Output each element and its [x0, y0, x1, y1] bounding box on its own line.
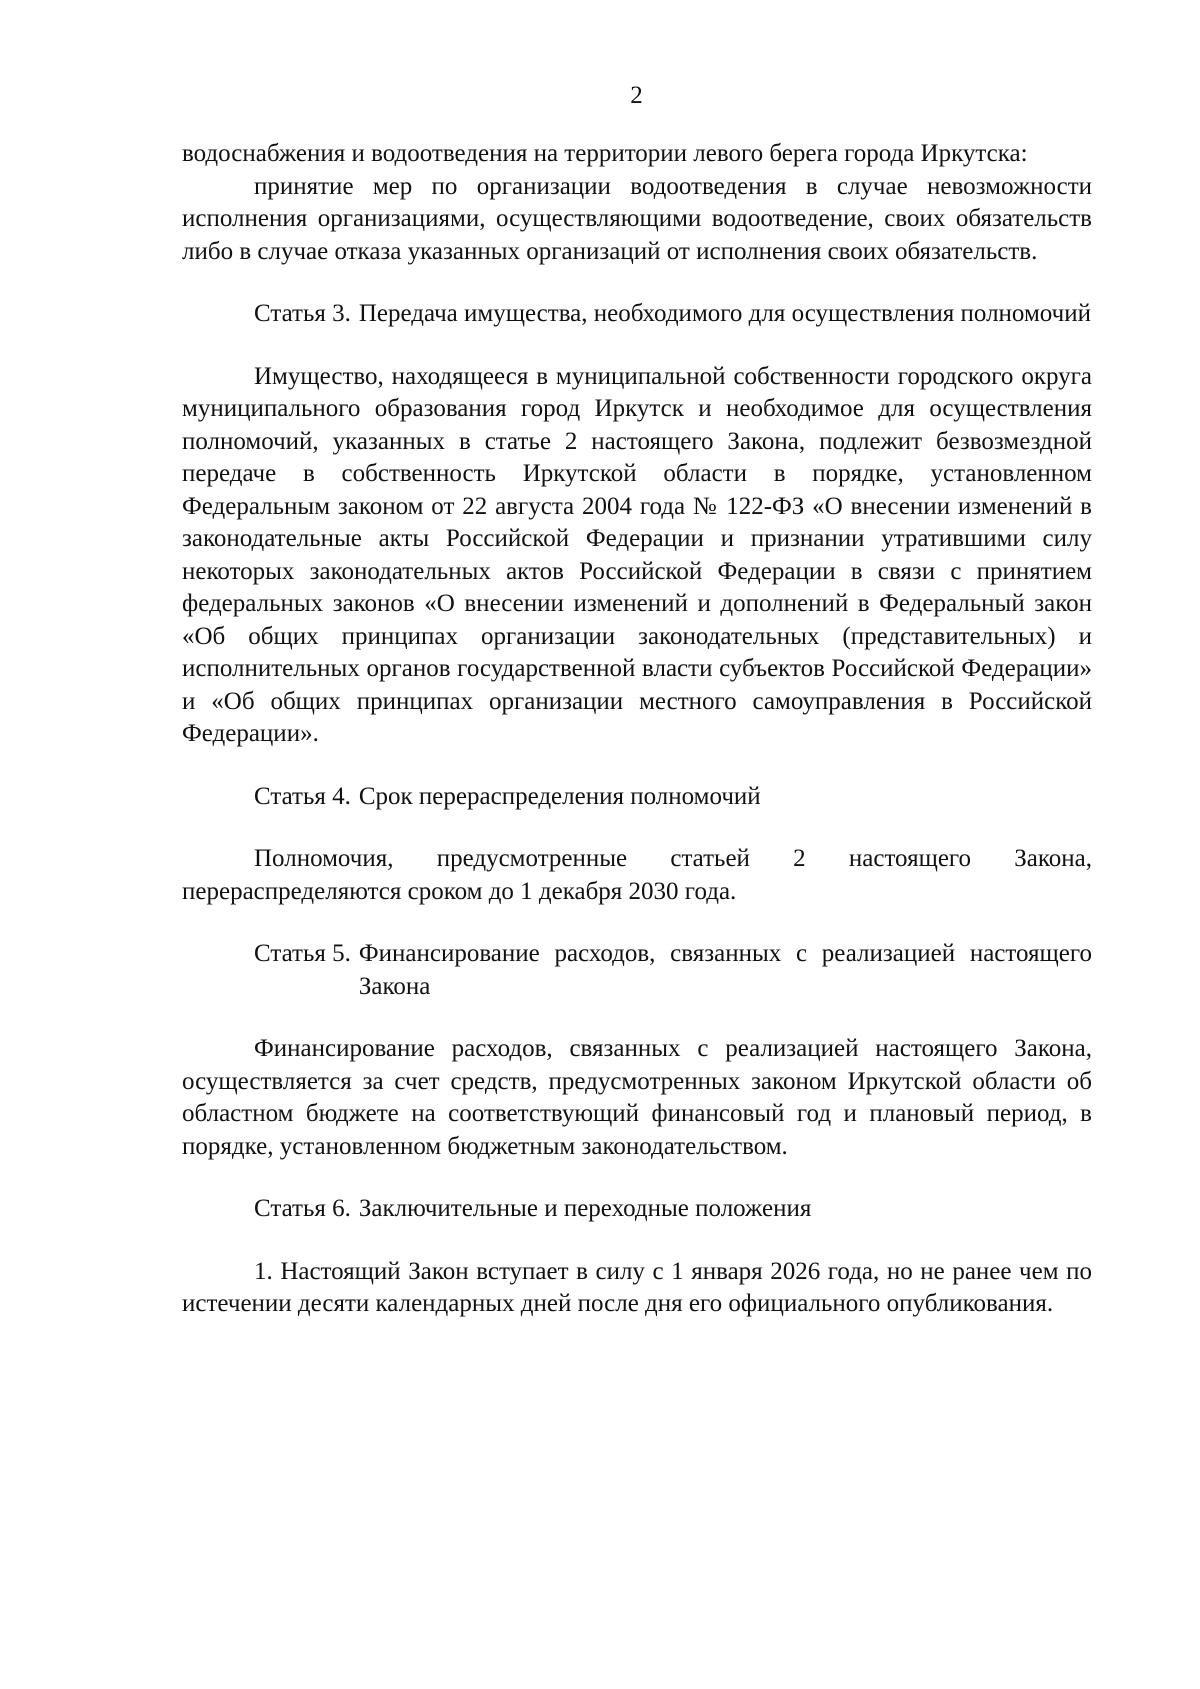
article-6-heading — [182, 1193, 1092, 1226]
article-5-number: Статья 5. — [254, 940, 351, 967]
article-5-heading — [182, 938, 1092, 1003]
article-4-body: Полномочия, предусмотренные статьей 2 настоящего Закона, перераспределяются сроком до 1 декабря 2030 года. — [182, 845, 1092, 905]
document-body — [182, 138, 1092, 1321]
article-4-title: Срок перераспределения полномочий — [358, 782, 761, 810]
article-4-number: Статья 4. — [254, 782, 351, 810]
article-4-heading — [182, 781, 1092, 814]
paragraph-continuation: водоснабжения и водоотведения на территории левого берега города Иркутска: — [182, 140, 1028, 167]
article-6-body: 1. Настоящий Закон вступает в силу с 1 января 2026 года, но не ранее чем по истечении десяти календарных дней после дня его официального опубликования. — [182, 1257, 1092, 1317]
article-5-body: Финансирование расходов, связанных с реализацией настоящего Закона, осуществляется за счет средств, предусмотренных законом Иркутской области об областном бюджете на соответствующий финансовый год и плановый период, в порядке, установленном бюджетным законодательством. — [182, 1035, 1092, 1160]
article-5-title: Финансирование расходов, связанных с реализацией настоящего Закона — [358, 940, 1092, 1000]
article-3-body: Имущество, находящееся в муниципальной собственности городского округа муниципального образования город Иркутск и необходимое для осуществления полномочий, указанных в статье 2 настоящего Закона, подлежит безвозмездной передаче в собственность Иркутской области в порядке, установленном Федеральным законом от 22 августа 2004 года № 122-ФЗ «О внесении изменений в законодательные акты Российской Федерации и признании утратившими силу некоторых законодательных актов Российской Федерации в связи с принятием федеральных законов «О внесении изменений и дополнений в Федеральный закон «Об общих принципах организации законодательных (представительных) и исполнительных органов государственной власти субъектов Российской Федерации» и «Об общих принципах организации местного самоуправления в Российской Федерации». — [182, 362, 1092, 747]
article-3-number: Статья 3. — [254, 300, 351, 327]
paragraph-water-disposal: принятие мер по организации водоотведения в случае невозможности исполнения организациями, осуществляющими водоотведение, своих обязательств либо в случае отказа указанных организаций от исполнения своих обязательств. — [182, 172, 1092, 265]
article-3-heading — [182, 298, 1092, 331]
article-6-title: Заключительные и переходные положения — [358, 1195, 812, 1222]
article-6-number: Статья 6. — [254, 1195, 351, 1222]
article-3-title: Передача имущества, необходимого для осуществления полномочий — [358, 300, 1091, 327]
page-number: 2 — [630, 82, 643, 109]
